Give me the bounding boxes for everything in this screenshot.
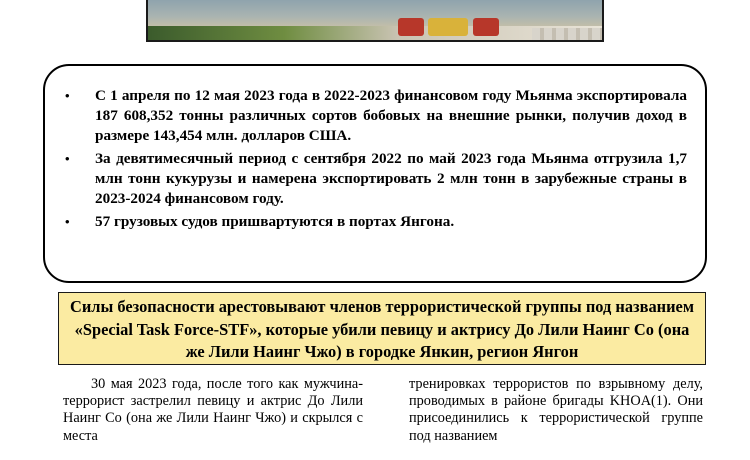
summary-bullet-text: 57 грузовых судов пришвартуются в портах Янгона. <box>95 213 455 230</box>
summary-bullet-text: За девятимесячный период с сентября 2022 по май 2023 года Мьянма отгрузила 1,7 млн тонн кукурузы и намерена экспортировать 2 млн тонн в зарубежные страны в 2023-2024 финансовом году. <box>95 150 687 207</box>
photo-truck <box>428 18 468 36</box>
photo-barrier <box>532 28 602 40</box>
summary-box <box>43 64 707 283</box>
article-headline: Силы безопасности арестовывают членов террористической группы под названием «Special Task Force-STF», которые убили певицу и актрису До Лили Наинг Со (она же Лили Наинг Чжо) в городке Янкин, регион Янгон <box>58 292 706 365</box>
port-photo <box>146 0 604 42</box>
summary-bullet <box>65 149 687 209</box>
photo-truck <box>473 18 499 36</box>
summary-bullet <box>65 86 687 146</box>
photo-truck <box>398 18 424 36</box>
bullet-icon: • <box>65 88 70 103</box>
summary-bullet-text: С 1 апреля по 12 мая 2023 года в 2022-2023 финансовом году Мьянма экспортировала 187 608,352 тонны различных сортов бобовых на внешние рынки, получив доход в размере 143,454 млн. долларов США. <box>95 87 687 144</box>
summary-bullet <box>65 212 687 232</box>
summary-list <box>65 86 687 232</box>
article-right-column: тренировках террористов по взрывному делу, проводимых в районе бригады KHOA(1). Они присоединились к террористической группе под названием <box>409 376 703 444</box>
bullet-icon: • <box>65 151 70 166</box>
article-left-column: 30 мая 2023 года, после того как мужчина-террорист застрелил певицу и актрис До Лили Наинг Со (она же Лили Наинг Чжо) и скрылся с места <box>63 376 363 444</box>
bullet-icon: • <box>65 214 70 229</box>
